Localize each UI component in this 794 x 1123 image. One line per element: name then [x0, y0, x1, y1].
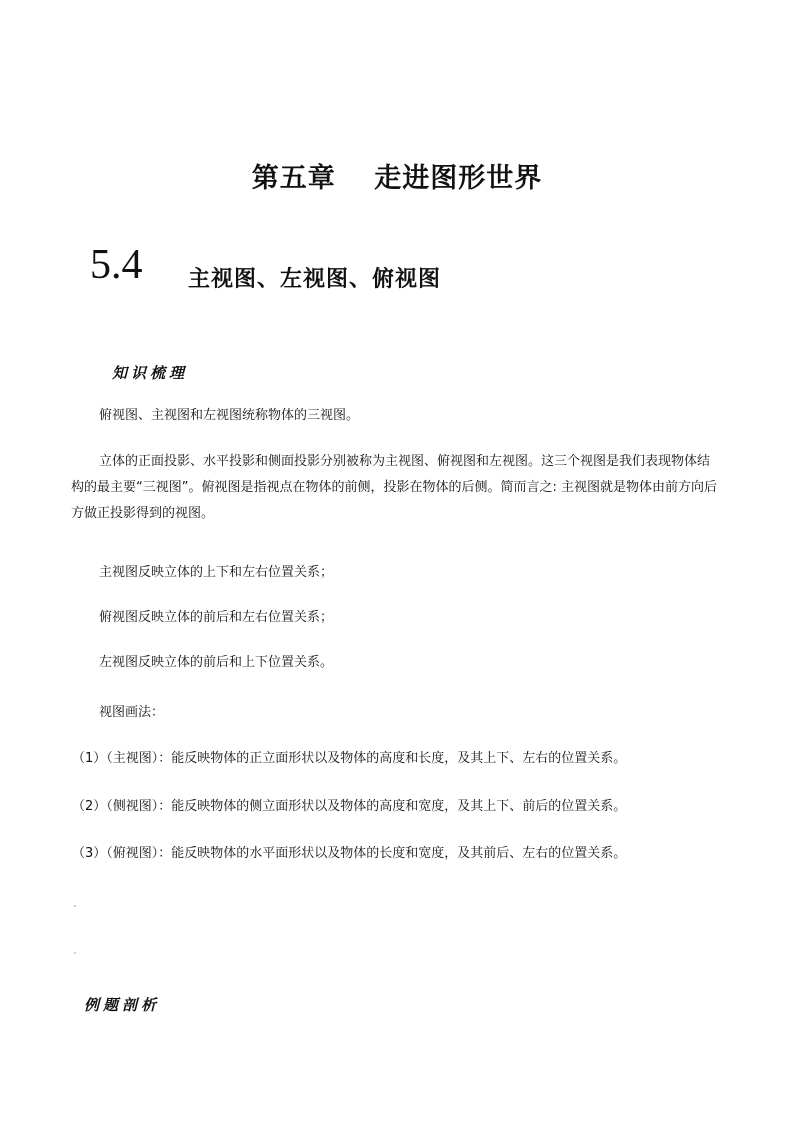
- list-item-side-view: （2）（侧视图）：能反映物体的侧立面形状以及物体的高度和宽度，及其上下、前后的位置关系。: [72, 799, 627, 814]
- knowledge-summary-heading: 知识梳理: [112, 364, 189, 382]
- list-item-top-view: （3）（俯视图）：能反映物体的水平面形状以及物体的长度和宽度，及其前后、左右的位置关系。: [72, 846, 627, 861]
- paragraph-drawing-method-label: 视图画法：: [99, 705, 165, 720]
- paragraph-left-view-relation: 左视图反映立体的前后和上下位置关系。: [99, 655, 334, 670]
- paragraph-projection-explanation: 立体的正面投影、水平投影和侧面投影分别被称为主视图、俯视图和左视图。这三个视图是我们表现物体结构的最主要“三视图”。俯视图是指视点在物体的前侧，投影在物体的后侧。简而言之: 主视图就是物体由前方向后方做正投影得到的视图。: [71, 454, 717, 521]
- section-title: 主视图、左视图、俯视图: [188, 267, 442, 292]
- list-item-front-view: （1）（主视图）：能反映物体的正立面形状以及物体的高度和长度，及其上下、左右的位置关系。: [72, 751, 627, 766]
- section-number: 5.4: [90, 242, 143, 288]
- faint-dot-mark: [74, 905, 76, 907]
- example-analysis-heading: 例题剖析: [84, 996, 161, 1014]
- paragraph-front-view-relation: 主视图反映立体的上下和左右位置关系；: [99, 565, 334, 580]
- paragraph-three-views-definition: 俯视图、主视图和左视图统称物体的三视图。: [99, 408, 360, 423]
- chapter-title: 第五章 走进图形世界: [251, 163, 543, 194]
- faint-dot-mark: [74, 952, 76, 954]
- paragraph-top-view-relation: 俯视图反映立体的前后和左右位置关系；: [99, 610, 334, 625]
